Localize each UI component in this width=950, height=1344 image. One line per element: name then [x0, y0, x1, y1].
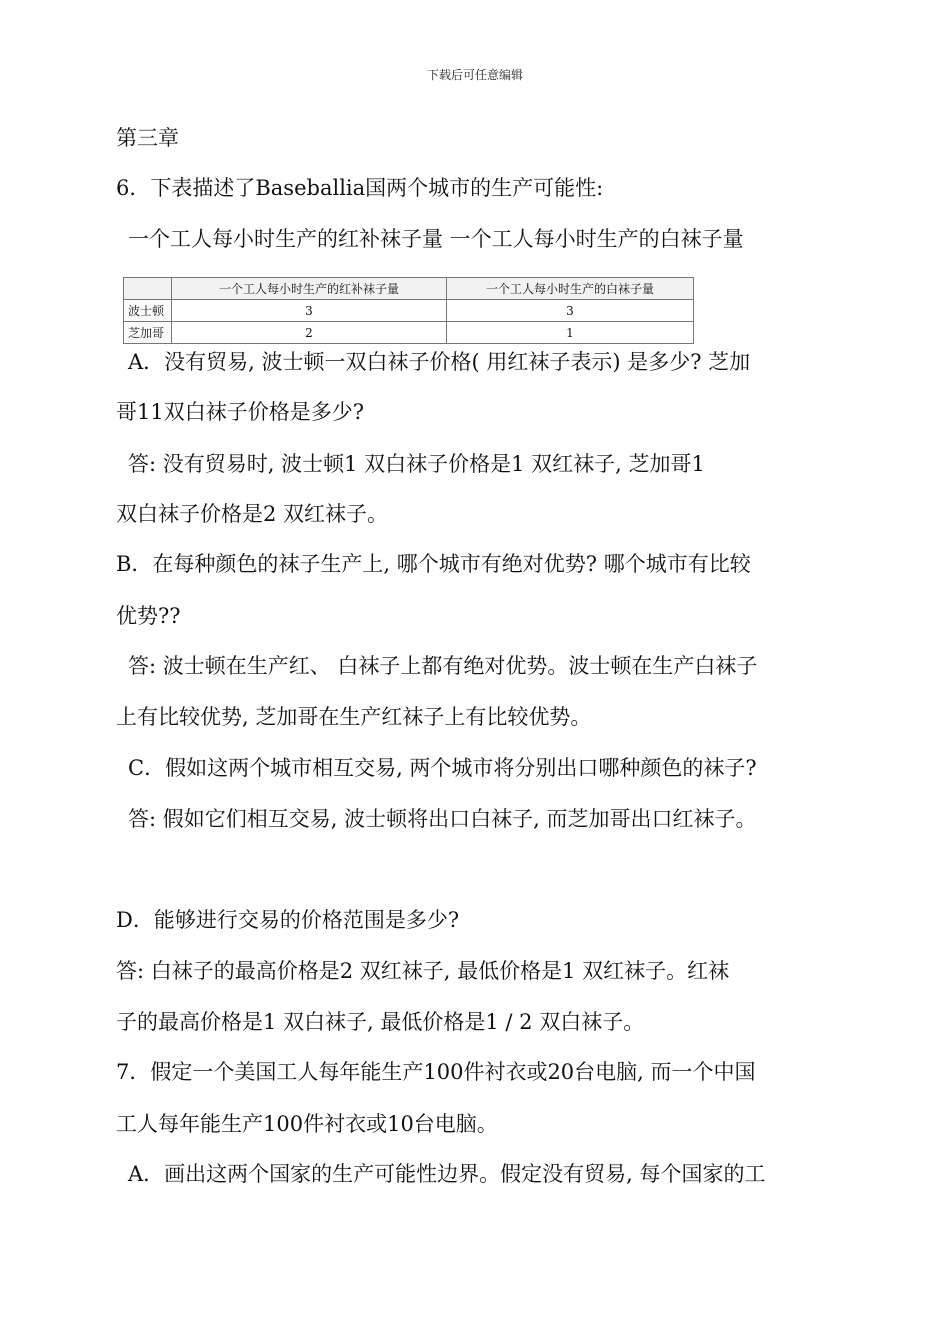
answer-6a-line-1: 答: 没有贸易时, 波士顿1 双白袜子价格是1 双红袜子, 芝加哥1: [128, 452, 705, 476]
answer-6d-line-1: 答: 白袜子的最高价格是2 双红袜子, 最低价格是1 双红袜子。红袜: [116, 959, 730, 983]
answer-6d-line-2: 子的最高价格是1 双白袜子, 最低价格是1 / 2 双白袜子。: [116, 1010, 645, 1034]
question-6c-line-1: C．假如这两个城市相互交易, 两个城市将分别出口哪种颜色的袜子?: [128, 756, 757, 780]
table-cell-red: 2: [172, 322, 447, 344]
question-6-heading: 一个工人每小时生产的红补袜子量 一个工人每小时生产的白袜子量: [128, 227, 744, 251]
table-cell-city: 芝加哥: [124, 322, 172, 344]
table-cell-red: 3: [172, 300, 447, 322]
table-header-cell: [124, 278, 172, 300]
table-header-row: [124, 278, 694, 300]
question-6a-line-2: 哥11双白袜子价格是多少?: [116, 400, 364, 424]
table-cell-city: 波士顿: [124, 300, 172, 322]
question-6-title: 6．下表描述了Baseballia国两个城市的生产可能性:: [116, 176, 604, 200]
production-table-grid: [123, 277, 694, 344]
question-6d-line-1: D．能够进行交易的价格范围是多少?: [116, 908, 460, 932]
table-row: [124, 300, 694, 322]
question-7-line-1: 7．假定一个美国工人每年能生产100件衬衣或20台电脑, 而一个中国: [116, 1060, 756, 1084]
production-table: [123, 277, 693, 343]
question-6b-line-2: 优势??: [116, 604, 181, 628]
question-6a-line-1: A．没有贸易, 波士顿一双白袜子价格( 用红袜子表示) 是多少? 芝加: [128, 350, 751, 374]
table-header-cell: 一个工人每小时生产的白袜子量: [447, 278, 694, 300]
table-cell-white: 3: [447, 300, 694, 322]
table-cell-white: 1: [447, 322, 694, 344]
answer-6b-line-1: 答: 波士顿在生产红、 白袜子上都有绝对优势。波士顿在生产白袜子: [128, 654, 758, 678]
question-7a-line-1: A．画出这两个国家的生产可能性边界。假定没有贸易, 每个国家的工: [128, 1162, 766, 1186]
answer-6c-line-1: 答: 假如它们相互交易, 波士顿将出口白袜子, 而芝加哥出口红袜子。: [128, 807, 757, 831]
question-6b-line-1: B．在每种颜色的袜子生产上, 哪个城市有绝对优势? 哪个城市有比较: [116, 552, 751, 576]
table-header-cell: 一个工人每小时生产的红补袜子量: [172, 278, 447, 300]
answer-6a-line-2: 双白袜子价格是2 双红袜子。: [116, 502, 389, 526]
answer-6b-line-2: 上有比较优势, 芝加哥在生产红袜子上有比较优势。: [116, 705, 592, 729]
table-row: [124, 322, 694, 344]
question-7-line-2: 工人每年能生产100件衬衣或10台电脑。: [116, 1112, 498, 1136]
chapter-title: 第三章: [116, 126, 179, 150]
page-header: 下载后可任意编辑: [426, 68, 523, 82]
